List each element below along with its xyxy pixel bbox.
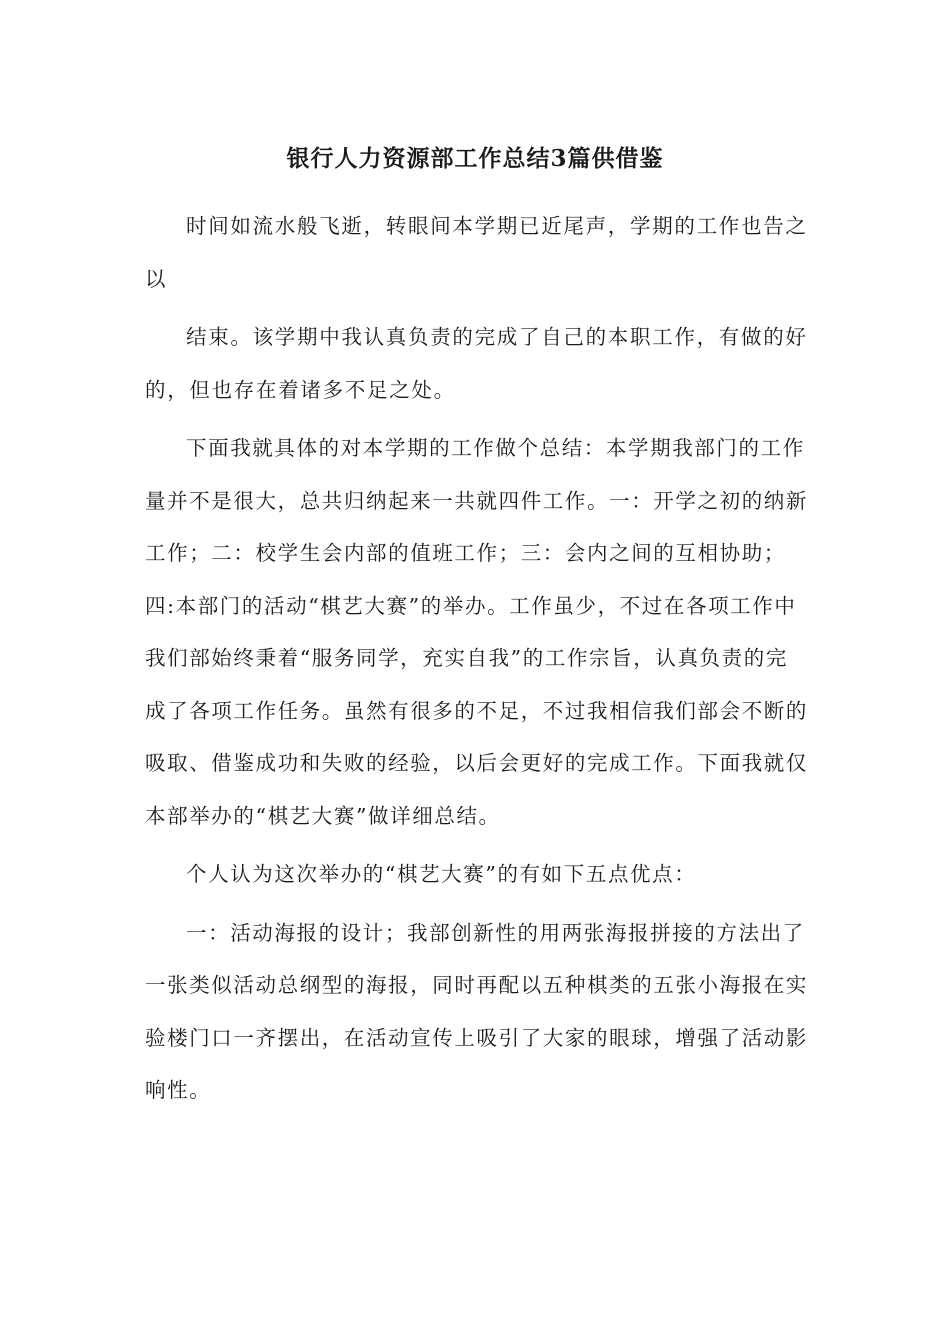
- document-body: [145, 200, 810, 1117]
- paragraph-2: 结束。该学期中我认真负责的完成了自己的本职工作，有做的好的，但也存在着诸多不足之处。: [145, 325, 808, 402]
- paragraph-5: 一：活动海报的设计；我部创新性的用两张海报拼接的方法出了一张类似活动总纲型的海报，同时再配以五种棋类的五张小海报在实验楼门口一齐摆出，在活动宣传上吸引了大家的眼球，增强了活动影响性。: [145, 920, 808, 1102]
- document-title: 银行人力资源部工作总结3篇供借鉴: [286, 145, 664, 172]
- paragraph-3: 下面我就具体的对本学期的工作做个总结：本学期我部门的工作量并不是很大，总共归纳起来一共就四件工作。一：开学之初的纳新工作；二：校学生会内部的值班工作；三：会内之间的互相协助；四:本部门的活动“棋艺大赛”的举办。工作虽少，不过在各项工作中我们部始终秉着“服务同学，充实自我”的工作宗旨，认真负责的完成了各项工作任务。虽然有很多的不足，不过我相信我们部会不断的吸取、借鉴成功和失败的经验，以后会更好的完成工作。下面我就仅本部举办的“棋艺大赛”做详细总结。: [145, 436, 808, 828]
- paragraph-4: 个人认为这次举办的“棋艺大赛”的有如下五点优点：: [186, 862, 697, 886]
- paragraph-1: 时间如流水般飞逝，转眼间本学期已近尾声，学期的工作也告之以: [145, 214, 808, 291]
